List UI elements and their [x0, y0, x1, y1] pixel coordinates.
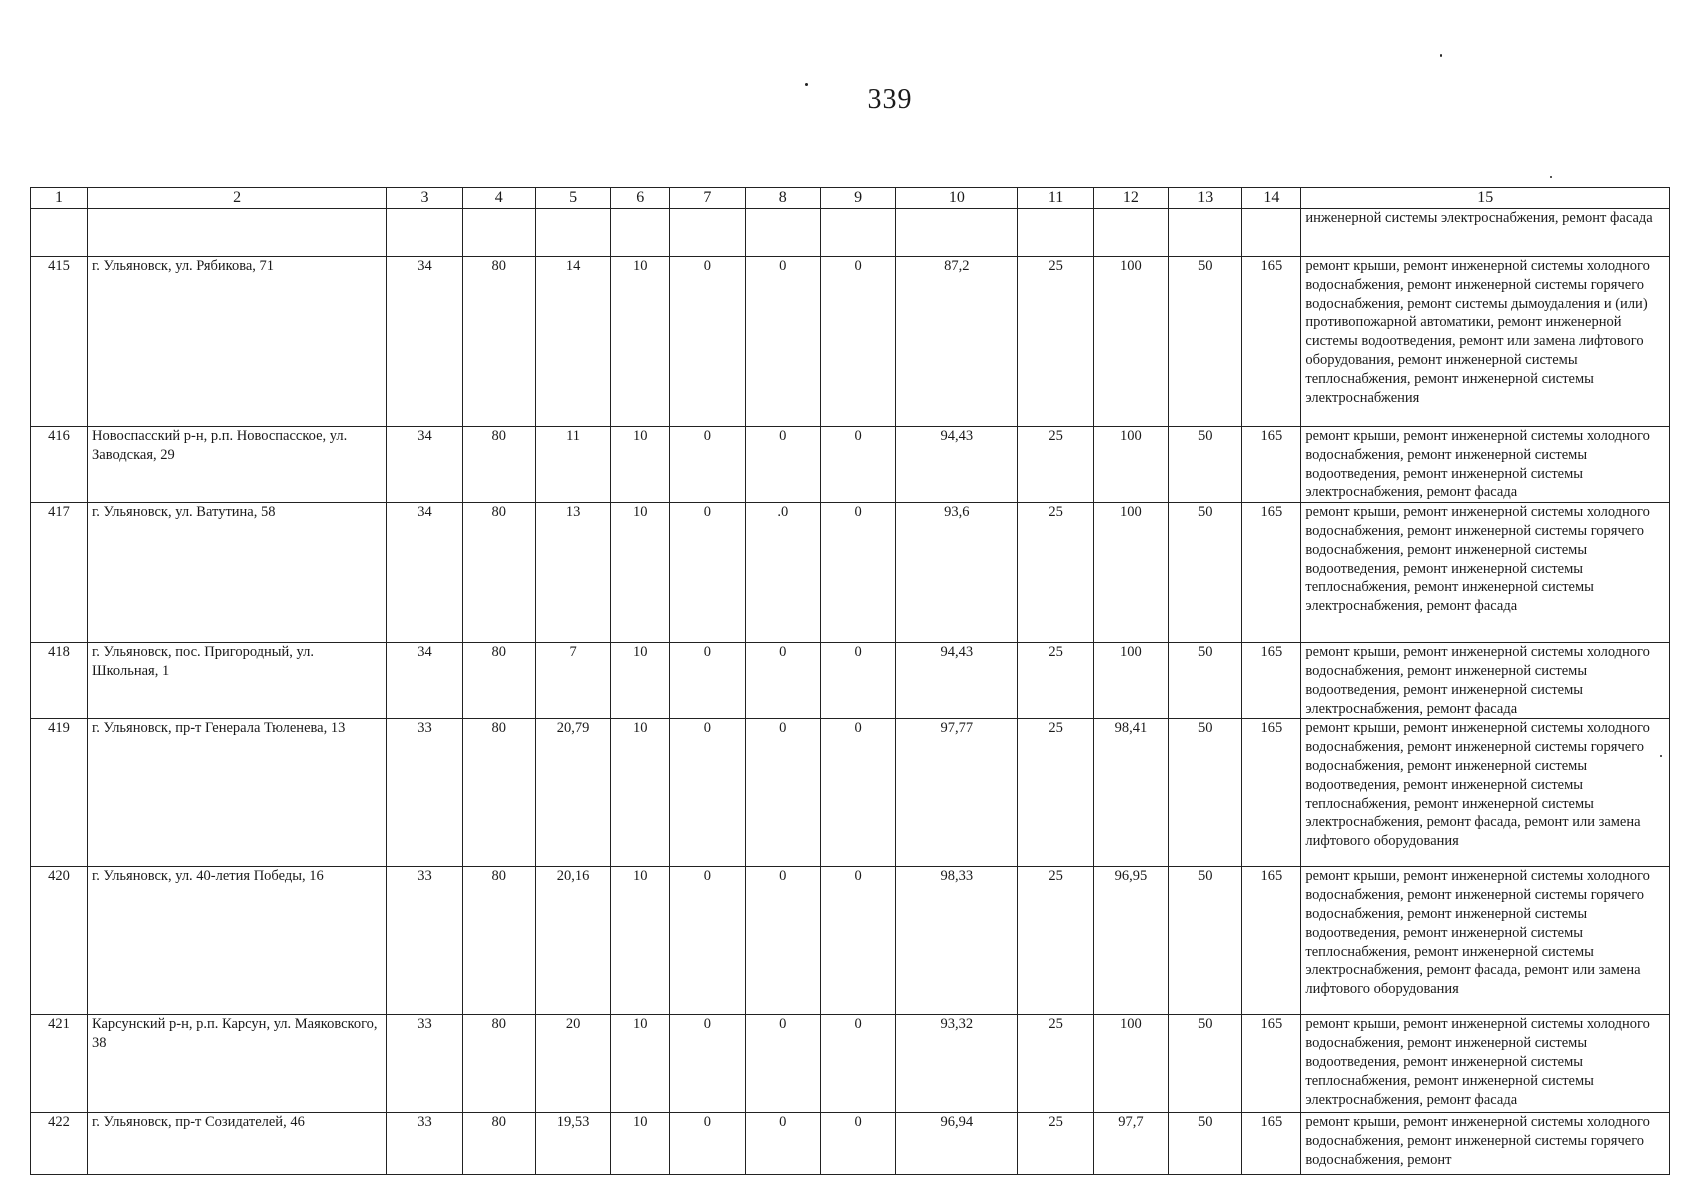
column-header: 7: [670, 188, 745, 209]
column-header: 3: [387, 188, 462, 209]
works-cell: ремонт крыши, ремонт инженерной системы холодного водоснабжения, ремонт инженерной системы горячего водоснабжения, ремонт инженерной системы водоотведения, ремонт инженерной системы теплоснабжения, ремонт инженерной системы электроснабжения, ремонт фасада, ремонт или замена лифтового оборудования: [1301, 719, 1670, 867]
value-cell: 165: [1242, 643, 1301, 719]
table-row: [31, 719, 1670, 867]
value-cell: 0: [820, 257, 895, 427]
table-cell: [535, 209, 610, 257]
value-cell: 25: [1018, 257, 1093, 427]
value-cell: 25: [1018, 1015, 1093, 1113]
value-cell: 50: [1169, 503, 1242, 643]
value-cell: 96,95: [1093, 867, 1168, 1015]
value-cell: 34: [387, 427, 462, 503]
value-cell: 0: [670, 719, 745, 867]
value-cell: 0: [820, 867, 895, 1015]
value-cell: 34: [387, 257, 462, 427]
table-cell: [1093, 209, 1168, 257]
value-cell: 0: [670, 257, 745, 427]
table-row: [31, 257, 1670, 427]
value-cell: 0: [670, 1015, 745, 1113]
table-cell: [31, 209, 88, 257]
works-cell: ремонт крыши, ремонт инженерной системы холодного водоснабжения, ремонт инженерной системы водоотведения, ремонт инженерной системы электроснабжения, ремонт фасада: [1301, 427, 1670, 503]
column-header: 14: [1242, 188, 1301, 209]
value-cell: 10: [611, 427, 670, 503]
value-cell: 80: [462, 867, 535, 1015]
value-cell: 0: [670, 1113, 745, 1175]
table-cell: [1242, 209, 1301, 257]
value-cell: 20,16: [535, 867, 610, 1015]
value-cell: 98,33: [896, 867, 1018, 1015]
table-cell: [745, 209, 820, 257]
value-cell: 0: [745, 719, 820, 867]
table-row: [31, 1015, 1670, 1113]
value-cell: 13: [535, 503, 610, 643]
value-cell: .0: [745, 503, 820, 643]
value-cell: 0: [745, 1113, 820, 1175]
value-cell: 96,94: [896, 1113, 1018, 1175]
value-cell: 50: [1169, 257, 1242, 427]
address-cell: Новоспасский р-н, р.п. Новоспасское, ул. Заводская, 29: [88, 427, 387, 503]
value-cell: 34: [387, 503, 462, 643]
value-cell: 50: [1169, 1015, 1242, 1113]
value-cell: 93,6: [896, 503, 1018, 643]
value-cell: 0: [745, 257, 820, 427]
value-cell: 50: [1169, 719, 1242, 867]
value-cell: 165: [1242, 503, 1301, 643]
value-cell: 165: [1242, 257, 1301, 427]
address-cell: г. Ульяновск, ул. Ватутина, 58: [88, 503, 387, 643]
value-cell: 97,7: [1093, 1113, 1168, 1175]
value-cell: 10: [611, 257, 670, 427]
value-cell: 0: [745, 867, 820, 1015]
value-cell: 100: [1093, 1015, 1168, 1113]
value-cell: 0: [670, 867, 745, 1015]
value-cell: 80: [462, 257, 535, 427]
value-cell: 33: [387, 719, 462, 867]
value-cell: 10: [611, 503, 670, 643]
value-cell: 94,43: [896, 643, 1018, 719]
value-cell: 10: [611, 867, 670, 1015]
table-row: [31, 427, 1670, 503]
value-cell: 20,79: [535, 719, 610, 867]
value-cell: 25: [1018, 503, 1093, 643]
value-cell: 0: [745, 427, 820, 503]
value-cell: 25: [1018, 427, 1093, 503]
address-cell: г. Ульяновск, ул. 40-летия Победы, 16: [88, 867, 387, 1015]
works-cell: ремонт крыши, ремонт инженерной системы холодного водоснабжения, ремонт инженерной системы горячего водоснабжения, ремонт системы дымоудаления и (или) противопожарной автоматики, ремонт инженерной системы водоотведения, ремонт или замена лифтового оборудования, ремонт инженерной системы теплоснабжения, ремонт инженерной системы электроснабжения: [1301, 257, 1670, 427]
works-cell: ремонт крыши, ремонт инженерной системы холодного водоснабжения, ремонт инженерной системы водоотведения, ремонт инженерной системы электроснабжения, ремонт фасада: [1301, 643, 1670, 719]
works-cell: ремонт крыши, ремонт инженерной системы холодного водоснабжения, ремонт инженерной системы горячего водоснабжения, ремонт: [1301, 1113, 1670, 1175]
value-cell: 165: [1242, 1113, 1301, 1175]
value-cell: 94,43: [896, 427, 1018, 503]
value-cell: 0: [820, 1113, 895, 1175]
value-cell: 100: [1093, 643, 1168, 719]
table-row: [31, 643, 1670, 719]
value-cell: 100: [1093, 257, 1168, 427]
value-cell: 10: [611, 643, 670, 719]
table-cell: [670, 209, 745, 257]
value-cell: 14: [535, 257, 610, 427]
table-row: [31, 1113, 1670, 1175]
value-cell: 0: [745, 643, 820, 719]
value-cell: 50: [1169, 867, 1242, 1015]
column-header: 2: [88, 188, 387, 209]
works-cell: ремонт крыши, ремонт инженерной системы холодного водоснабжения, ремонт инженерной системы горячего водоснабжения, ремонт инженерной системы водоотведения, ремонт инженерной системы теплоснабжения, ремонт инженерной системы электроснабжения, ремонт фасада: [1301, 503, 1670, 643]
row-number-cell: 418: [31, 643, 88, 719]
value-cell: 10: [611, 1015, 670, 1113]
value-cell: 7: [535, 643, 610, 719]
address-cell: г. Ульяновск, ул. Рябикова, 71: [88, 257, 387, 427]
column-header: 9: [820, 188, 895, 209]
table-cell: [387, 209, 462, 257]
address-cell: г. Ульяновск, пос. Пригородный, ул. Школьная, 1: [88, 643, 387, 719]
value-cell: 165: [1242, 719, 1301, 867]
table-cell: [896, 209, 1018, 257]
value-cell: 0: [670, 643, 745, 719]
value-cell: 0: [820, 503, 895, 643]
row-number-cell: 422: [31, 1113, 88, 1175]
value-cell: 10: [611, 1113, 670, 1175]
column-header: 12: [1093, 188, 1168, 209]
row-number-cell: 416: [31, 427, 88, 503]
value-cell: 80: [462, 503, 535, 643]
table-cell: [820, 209, 895, 257]
table-cell: [88, 209, 387, 257]
value-cell: 33: [387, 1015, 462, 1113]
row-number-cell: 415: [31, 257, 88, 427]
column-header: 8: [745, 188, 820, 209]
value-cell: 165: [1242, 867, 1301, 1015]
column-number-header-row: [31, 188, 1670, 209]
works-cell: ремонт крыши, ремонт инженерной системы холодного водоснабжения, ремонт инженерной системы водоотведения, ремонт инженерной системы теплоснабжения, ремонт инженерной системы электроснабжения, ремонт фасада: [1301, 1015, 1670, 1113]
value-cell: 25: [1018, 1113, 1093, 1175]
value-cell: 87,2: [896, 257, 1018, 427]
value-cell: 19,53: [535, 1113, 610, 1175]
column-header: 15: [1301, 188, 1670, 209]
value-cell: 165: [1242, 1015, 1301, 1113]
row-number-cell: 420: [31, 867, 88, 1015]
value-cell: 33: [387, 1113, 462, 1175]
row-number-cell: 421: [31, 1015, 88, 1113]
value-cell: 0: [820, 643, 895, 719]
value-cell: 98,41: [1093, 719, 1168, 867]
page-number: 339: [867, 84, 913, 115]
column-header: 5: [535, 188, 610, 209]
table-row: [31, 503, 1670, 643]
table-cell: [611, 209, 670, 257]
value-cell: 80: [462, 643, 535, 719]
value-cell: 80: [462, 427, 535, 503]
value-cell: 0: [670, 503, 745, 643]
value-cell: 0: [820, 719, 895, 867]
continuation-row: [31, 209, 1670, 257]
value-cell: 50: [1169, 1113, 1242, 1175]
value-cell: 25: [1018, 719, 1093, 867]
repair-program-table: [30, 187, 1670, 1175]
address-cell: Карсунский р-н, р.п. Карсун, ул. Маяковского, 38: [88, 1015, 387, 1113]
table-cell: [1018, 209, 1093, 257]
value-cell: 93,32: [896, 1015, 1018, 1113]
table-cell: [462, 209, 535, 257]
column-header: 11: [1018, 188, 1093, 209]
address-cell: г. Ульяновск, пр-т Созидателей, 46: [88, 1113, 387, 1175]
column-header: 4: [462, 188, 535, 209]
scan-speck: [1440, 54, 1442, 57]
row-number-cell: 419: [31, 719, 88, 867]
value-cell: 20: [535, 1015, 610, 1113]
value-cell: 50: [1169, 643, 1242, 719]
value-cell: 165: [1242, 427, 1301, 503]
table-cell: [1169, 209, 1242, 257]
scan-speck: [1550, 176, 1552, 178]
table-row: [31, 867, 1670, 1015]
scan-speck: [805, 83, 808, 86]
column-header: 10: [896, 188, 1018, 209]
column-header: 13: [1169, 188, 1242, 209]
value-cell: 0: [745, 1015, 820, 1113]
value-cell: 50: [1169, 427, 1242, 503]
value-cell: 0: [820, 1015, 895, 1113]
value-cell: 0: [670, 427, 745, 503]
value-cell: 11: [535, 427, 610, 503]
column-header: 1: [31, 188, 88, 209]
value-cell: 100: [1093, 427, 1168, 503]
value-cell: 80: [462, 1113, 535, 1175]
value-cell: 25: [1018, 867, 1093, 1015]
address-cell: г. Ульяновск, пр-т Генерала Тюленева, 13: [88, 719, 387, 867]
value-cell: 25: [1018, 643, 1093, 719]
value-cell: 33: [387, 867, 462, 1015]
value-cell: 100: [1093, 503, 1168, 643]
value-cell: 80: [462, 1015, 535, 1113]
value-cell: 10: [611, 719, 670, 867]
value-cell: 34: [387, 643, 462, 719]
column-header: 6: [611, 188, 670, 209]
works-cell: инженерной системы электроснабжения, ремонт фасада: [1301, 209, 1670, 257]
value-cell: 0: [820, 427, 895, 503]
value-cell: 80: [462, 719, 535, 867]
value-cell: 97,77: [896, 719, 1018, 867]
row-number-cell: 417: [31, 503, 88, 643]
works-cell: ремонт крыши, ремонт инженерной системы холодного водоснабжения, ремонт инженерной системы горячего водоснабжения, ремонт инженерной системы водоотведения, ремонт инженерной системы теплоснабжения, ремонт инженерной системы электроснабжения, ремонт фасада, ремонт или замена лифтового оборудования: [1301, 867, 1670, 1015]
